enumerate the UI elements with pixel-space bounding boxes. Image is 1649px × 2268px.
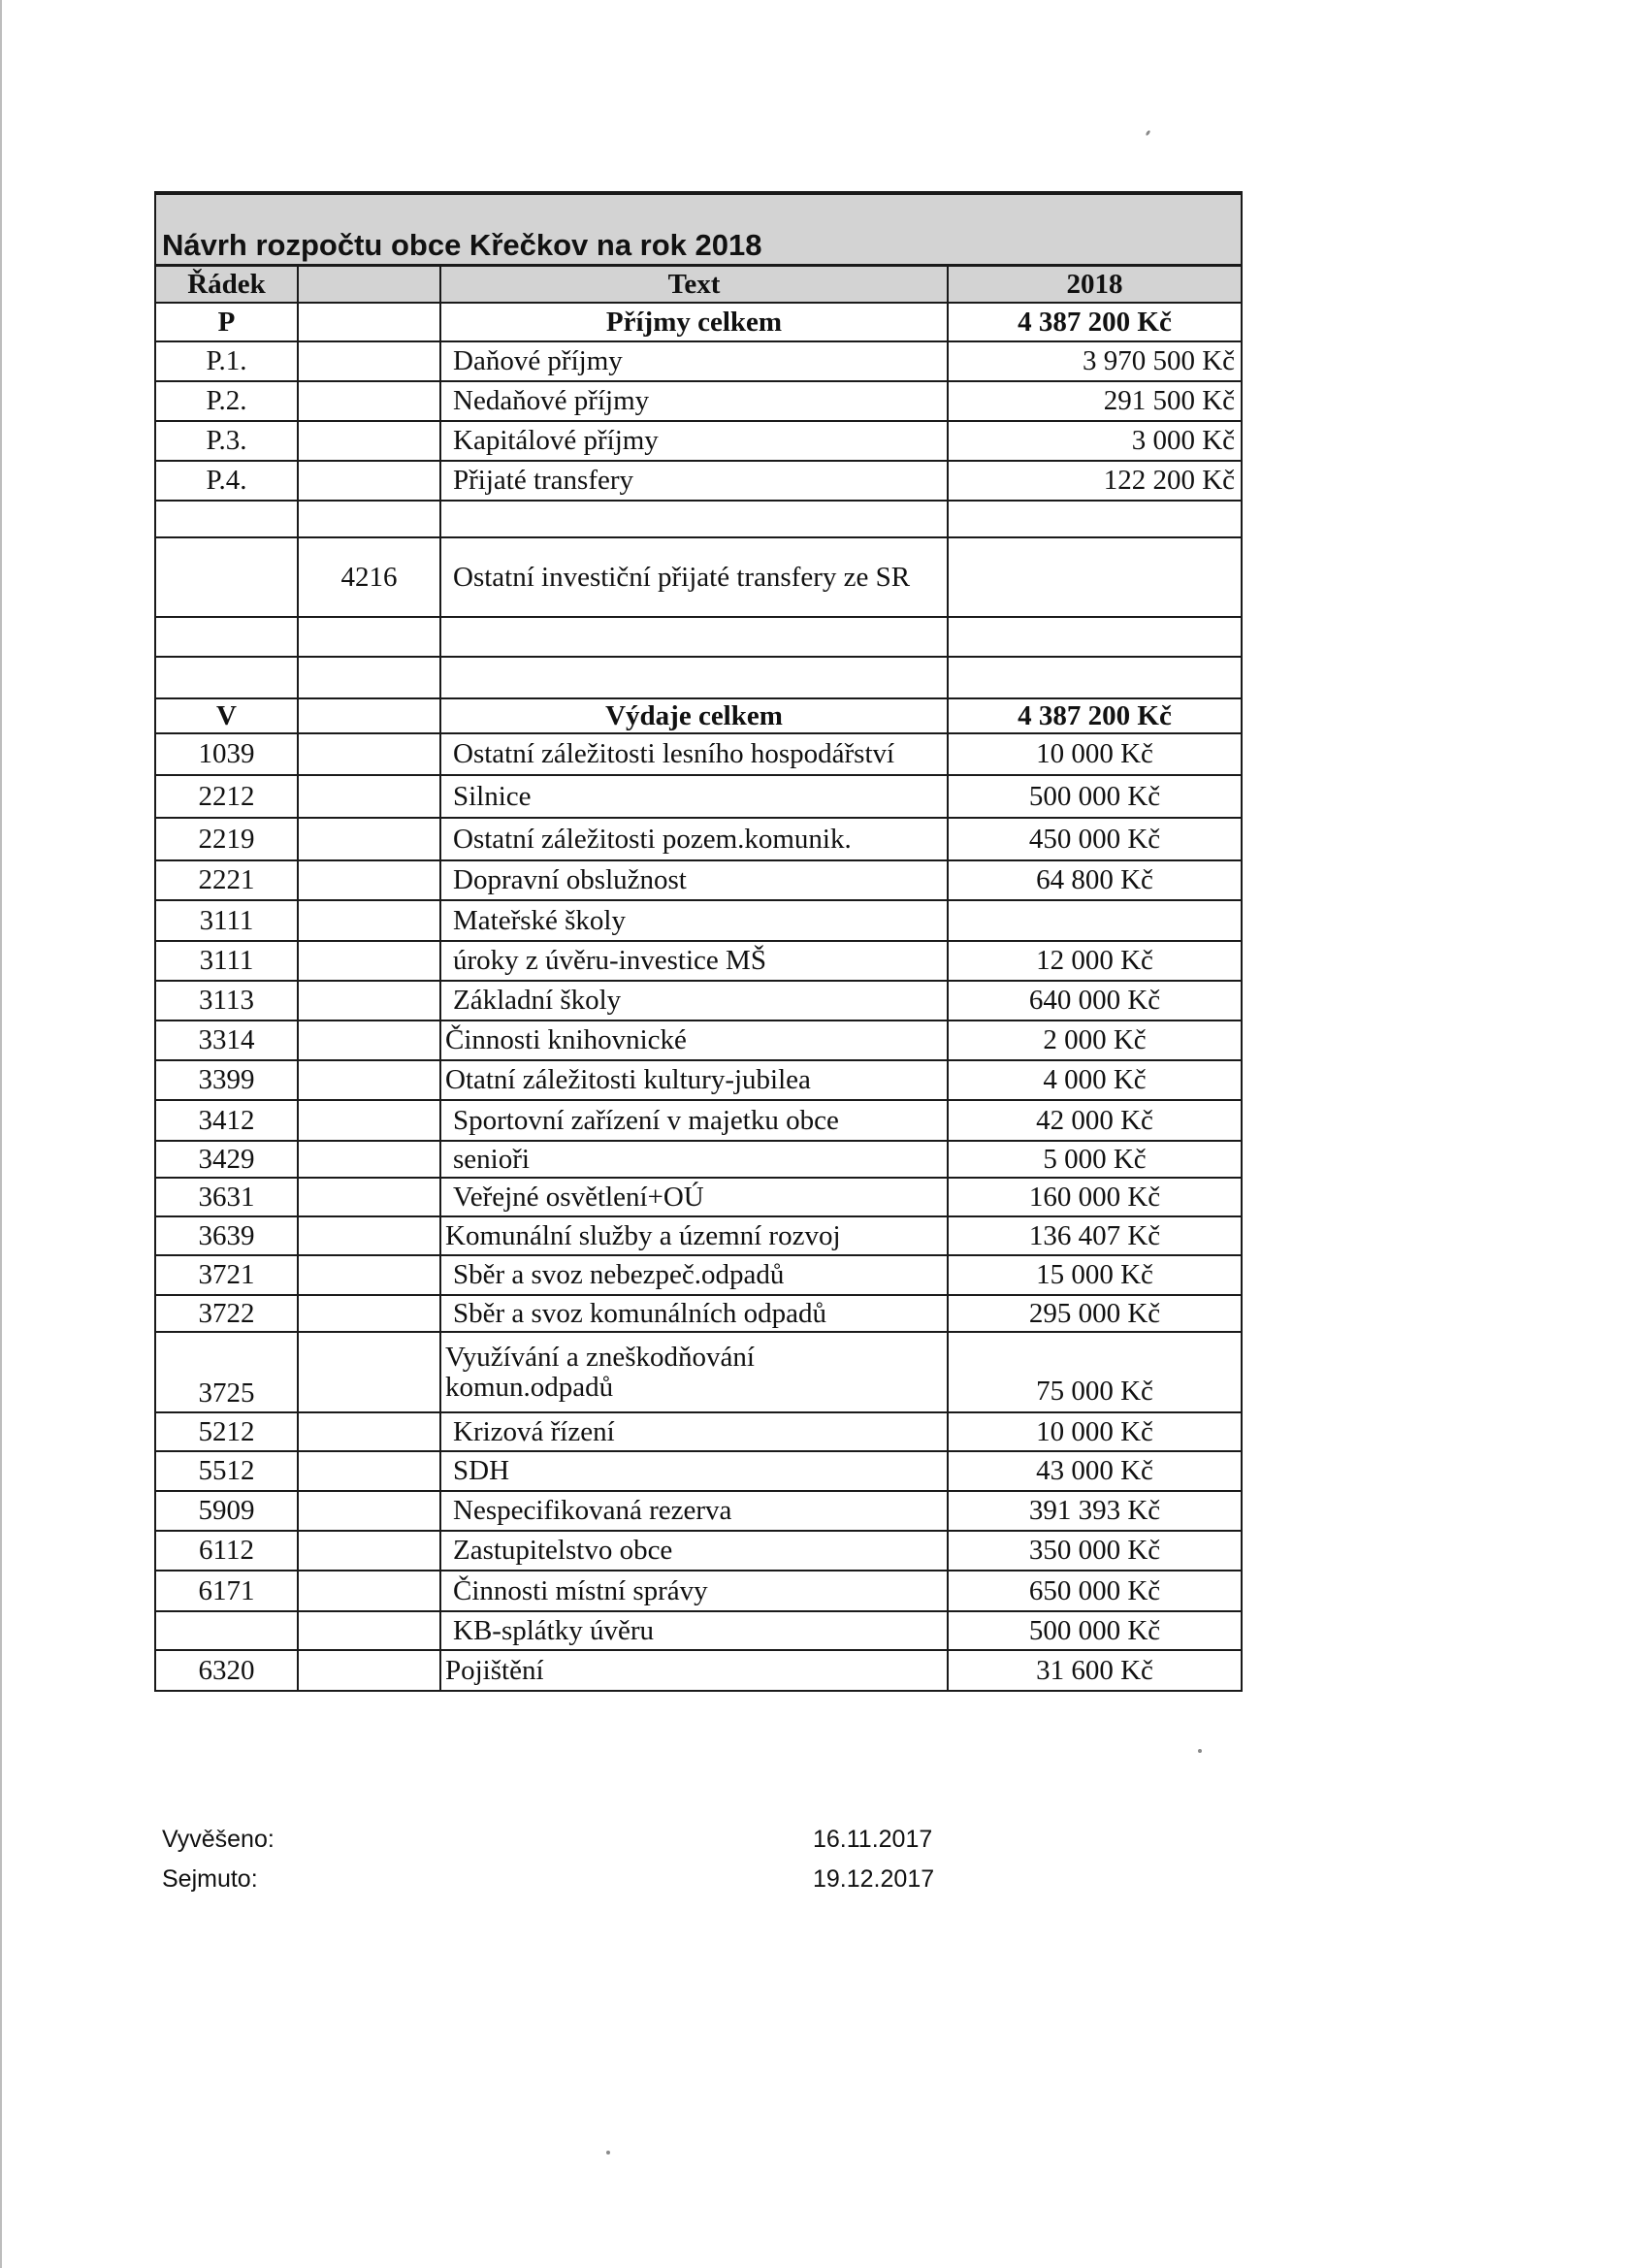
row-amount: 75 000 Kč (948, 1332, 1242, 1412)
row-amount: 391 393 Kč (948, 1491, 1242, 1531)
budget-table (154, 191, 1243, 1692)
row-code (298, 381, 440, 421)
row-code (298, 1491, 440, 1531)
row-radek: 3111 (155, 941, 298, 981)
table-row (155, 1531, 1242, 1571)
table-row (155, 818, 1242, 860)
row-code (298, 1295, 440, 1332)
row-radek: 1039 (155, 733, 298, 775)
row-label: Ostatní investiční přijaté transfery ze SR (440, 537, 948, 617)
row-radek: 2212 (155, 775, 298, 818)
row-code (298, 1178, 440, 1216)
row-radek: P.3. (155, 421, 298, 461)
table-row (155, 1571, 1242, 1611)
table-row (155, 1650, 1242, 1691)
row-label: Činnosti knihovnické (440, 1021, 948, 1060)
row-code (298, 1332, 440, 1412)
row-label: Komunální služby a územní rozvoj (440, 1216, 948, 1255)
table-row (155, 1332, 1242, 1412)
row-radek: 6112 (155, 1531, 298, 1571)
row-radek: 5212 (155, 1412, 298, 1451)
table-row (155, 381, 1242, 421)
table-row (155, 860, 1242, 900)
posted-label: Vyvěšeno: (162, 1826, 275, 1853)
row-radek: 2221 (155, 860, 298, 900)
row-code (298, 1650, 440, 1691)
row-label: Sběr a svoz nebezpeč.odpadů (440, 1255, 948, 1295)
table-row (155, 981, 1242, 1021)
table-row (155, 1412, 1242, 1451)
row-amount: 500 000 Kč (948, 1611, 1242, 1650)
row-amount: 12 000 Kč (948, 941, 1242, 981)
table-row (155, 303, 1242, 341)
row-label: Ostatní záležitosti lesního hospodářství (440, 733, 948, 775)
row-label: Základní školy (440, 981, 948, 1021)
row-label: KB-splátky úvěru (440, 1611, 948, 1650)
row-radek: 6171 (155, 1571, 298, 1611)
row-amount: 4 387 200 Kč (948, 698, 1242, 733)
row-amount: 122 200 Kč (948, 461, 1242, 501)
row-code: 4216 (298, 537, 440, 617)
row-label: Příjmy celkem (440, 303, 948, 341)
row-label: Pojištění (440, 1650, 948, 1691)
table-row (155, 1451, 1242, 1491)
row-code (298, 1611, 440, 1650)
row-label: Využívání a zneškodňování komun.odpadů (440, 1332, 948, 1412)
row-code (298, 900, 440, 941)
row-radek: P (155, 303, 298, 341)
row-amount: 291 500 Kč (948, 381, 1242, 421)
table-row (155, 1611, 1242, 1650)
row-amount: 160 000 Kč (948, 1178, 1242, 1216)
row-radek: V (155, 698, 298, 733)
row-radek: 3631 (155, 1178, 298, 1216)
row-radek: P.1. (155, 341, 298, 381)
row-label: Zastupitelstvo obce (440, 1531, 948, 1571)
row-radek: 3111 (155, 900, 298, 941)
row-radek: P.2. (155, 381, 298, 421)
row-amount: 500 000 Kč (948, 775, 1242, 818)
row-code (298, 421, 440, 461)
table-row (155, 1178, 1242, 1216)
table-row (155, 1100, 1242, 1141)
row-amount: 4 387 200 Kč (948, 303, 1242, 341)
table-row (155, 900, 1242, 941)
table-row (155, 733, 1242, 775)
row-code (298, 1451, 440, 1491)
removed-date: 19.12.2017 (813, 1865, 935, 1893)
table-row (155, 1491, 1242, 1531)
table-row (155, 341, 1242, 381)
header-row (155, 265, 1242, 303)
row-amount: 42 000 Kč (948, 1100, 1242, 1141)
row-code (298, 698, 440, 733)
row-code (298, 303, 440, 341)
row-code (298, 1021, 440, 1060)
row-label: Přijaté transfery (440, 461, 948, 501)
row-amount: 3 970 500 Kč (948, 341, 1242, 381)
row-code (298, 461, 440, 501)
row-code (298, 1060, 440, 1100)
header-radek: Řádek (155, 265, 298, 303)
row-amount: 15 000 Kč (948, 1255, 1242, 1295)
row-code (298, 1531, 440, 1571)
header-year: 2018 (948, 265, 1242, 303)
row-code (298, 941, 440, 981)
row-amount (948, 900, 1242, 941)
table-row (155, 1060, 1242, 1100)
row-code (298, 1141, 440, 1178)
row-label: Činnosti místní správy (440, 1571, 948, 1611)
row-amount (948, 537, 1242, 617)
row-amount: 10 000 Kč (948, 1412, 1242, 1451)
table-row (155, 941, 1242, 981)
row-code (298, 775, 440, 818)
row-radek (155, 537, 298, 617)
table-row (155, 421, 1242, 461)
row-label: Daňové příjmy (440, 341, 948, 381)
row-radek: 3725 (155, 1332, 298, 1412)
row-radek: 6320 (155, 1650, 298, 1691)
row-label: Výdaje celkem (440, 698, 948, 733)
row-code (298, 1216, 440, 1255)
table-row (155, 1216, 1242, 1255)
row-radek: 3429 (155, 1141, 298, 1178)
row-code (298, 1255, 440, 1295)
row-label: Krizová řízení (440, 1412, 948, 1451)
row-amount: 10 000 Kč (948, 733, 1242, 775)
row-code (298, 860, 440, 900)
row-radek: 5909 (155, 1491, 298, 1531)
row-radek: 3412 (155, 1100, 298, 1141)
header-empty (298, 265, 440, 303)
table-row (155, 461, 1242, 501)
header-text: Text (440, 265, 948, 303)
table-row (155, 1141, 1242, 1178)
scan-speck (1198, 1749, 1202, 1753)
row-amount: 2 000 Kč (948, 1021, 1242, 1060)
row-amount: 640 000 Kč (948, 981, 1242, 1021)
document-title: Návrh rozpočtu obce Křečkov na rok 2018 (155, 193, 1242, 265)
row-amount: 43 000 Kč (948, 1451, 1242, 1491)
empty-row (155, 617, 1242, 657)
removed-label: Sejmuto: (162, 1865, 258, 1893)
row-label: Kapitálové příjmy (440, 421, 948, 461)
row-code (298, 733, 440, 775)
table-row (155, 1021, 1242, 1060)
table-row (155, 537, 1242, 617)
row-label: senioři (440, 1141, 948, 1178)
row-code (298, 341, 440, 381)
row-code (298, 1100, 440, 1141)
row-label: Sportovní zařízení v majetku obce (440, 1100, 948, 1141)
row-label: Silnice (440, 775, 948, 818)
row-radek: P.4. (155, 461, 298, 501)
row-label: Otatní záležitosti kultury-jubilea (440, 1060, 948, 1100)
scan-speck (606, 2151, 610, 2155)
row-amount: 650 000 Kč (948, 1571, 1242, 1611)
table-row (155, 775, 1242, 818)
row-code (298, 818, 440, 860)
posted-date: 16.11.2017 (813, 1826, 933, 1853)
row-label: Nespecifikovaná rezerva (440, 1491, 948, 1531)
row-radek: 3639 (155, 1216, 298, 1255)
row-amount: 64 800 Kč (948, 860, 1242, 900)
row-label: Mateřské školy (440, 900, 948, 941)
empty-row (155, 657, 1242, 698)
row-amount: 350 000 Kč (948, 1531, 1242, 1571)
row-radek: 3722 (155, 1295, 298, 1332)
row-radek: 3314 (155, 1021, 298, 1060)
row-label: Nedaňové příjmy (440, 381, 948, 421)
row-label: Ostatní záležitosti pozem.komunik. (440, 818, 948, 860)
row-label: Sběr a svoz komunálních odpadů (440, 1295, 948, 1332)
row-radek (155, 1611, 298, 1650)
table-row (155, 698, 1242, 733)
row-amount: 4 000 Kč (948, 1060, 1242, 1100)
row-amount: 5 000 Kč (948, 1141, 1242, 1178)
row-radek: 2219 (155, 818, 298, 860)
row-radek: 3721 (155, 1255, 298, 1295)
row-code (298, 981, 440, 1021)
scan-speck (1146, 130, 1151, 137)
row-amount: 31 600 Kč (948, 1650, 1242, 1691)
empty-row (155, 501, 1242, 537)
row-amount: 450 000 Kč (948, 818, 1242, 860)
table-row (155, 1255, 1242, 1295)
row-amount: 3 000 Kč (948, 421, 1242, 461)
table-row (155, 1295, 1242, 1332)
title-row (155, 193, 1242, 265)
row-label: úroky z úvěru-investice MŠ (440, 941, 948, 981)
row-label: Veřejné osvětlení+OÚ (440, 1178, 948, 1216)
row-code (298, 1571, 440, 1611)
row-code (298, 1412, 440, 1451)
row-label: Dopravní obslužnost (440, 860, 948, 900)
row-amount: 136 407 Kč (948, 1216, 1242, 1255)
page-edge (0, 0, 2, 2268)
row-radek: 3113 (155, 981, 298, 1021)
row-radek: 3399 (155, 1060, 298, 1100)
row-radek: 5512 (155, 1451, 298, 1491)
row-amount: 295 000 Kč (948, 1295, 1242, 1332)
row-label: SDH (440, 1451, 948, 1491)
